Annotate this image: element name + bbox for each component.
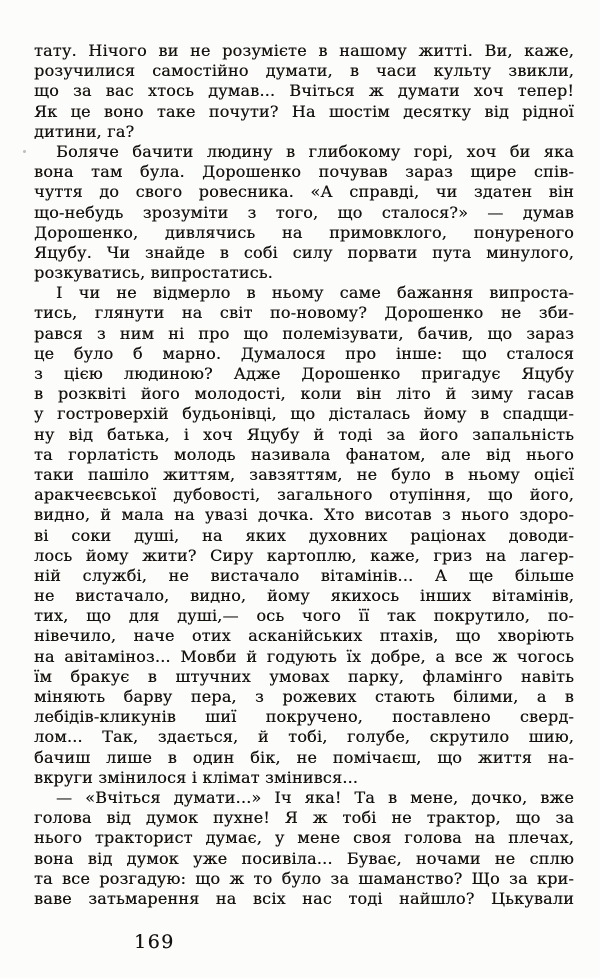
text-line: чуття до свого ровесника. «А справді, чи здатен він: [34, 182, 574, 202]
page-text: [34, 41, 574, 909]
text-line: з цією людиною? Адже Дорошенко пригадує Яцубу: [34, 364, 574, 383]
text-line: тату. Нічого ви не розумієте в нашому житті. Ви, каже,: [34, 41, 574, 60]
text-line: лом... Так, здається, й тобі, голубе, скрутило шию,: [34, 727, 574, 747]
text-line: в розквіті його молодості, коли він літо й зиму гасав: [34, 384, 574, 404]
text-line: рався з ним ні про що полемізувати, бачив, що зараз: [34, 323, 574, 343]
text-line: ві соки душі, на яких духовних раціонах доводи-: [34, 525, 574, 545]
text-line: не вистачало, видно, йому якихось інших вітамінів,: [34, 586, 574, 606]
page-number: 169: [134, 931, 175, 953]
text-line: ній службі, не вистачало вітамінів... А ще більше: [34, 565, 574, 585]
scan-speck: [23, 150, 26, 153]
text-line: Дорошенко, дивлячись на примовклого, понуреного: [34, 222, 574, 242]
text-line: та все розгадую: що ж то було за шаманство? Що за кри-: [34, 868, 574, 888]
text-line: тись, глянути на світ по-новому? Дорошенко не зби-: [34, 303, 574, 323]
text-line: лось йому жити? Сиру картоплю, каже, гриз на лагер-: [34, 545, 574, 565]
text-line: вкруги змінилося і клімат змінився...: [34, 767, 359, 787]
text-line: дитини, га?: [34, 121, 135, 141]
text-line: ваве затьмарення на всіх нас тоді найшло? Цькували: [34, 888, 574, 908]
text-line: видно, й мала на увазі дочка. Хто висотав з нього здоро-: [34, 505, 574, 525]
text-line: голова від думок пухне! Я ж тобі не трактор, що за: [34, 808, 574, 828]
text-line: розкуватись, випростатись.: [34, 263, 273, 283]
paragraph: [34, 788, 574, 909]
text-line: на авітаміноз... Мовби й годують їх добре, а все ж чогось: [34, 646, 574, 666]
text-line: нівечило, наче отих асканійських птахів, що хворіють: [34, 626, 574, 646]
text-line: міняють барву пера, з рожевих стають білими, а в: [34, 687, 574, 706]
text-line: І чи не відмерло в ньому саме бажання випроста-: [56, 283, 574, 303]
text-line: у гостроверхій будьонівці, що дісталась йому в спадщи-: [34, 404, 574, 424]
paragraph: [34, 142, 574, 283]
text-line: Боляче бачити людину в глибокому горі, хоч би яка: [56, 141, 574, 161]
text-line: бачиш лише в один бік, не помічаєш, що життя на-: [34, 747, 574, 767]
text-line: Яцубу. Чи знайде в собі силу порвати пута минулого,: [34, 242, 574, 262]
text-line: тих, що для душі,— ось чого її так покрутило, по-: [34, 606, 574, 626]
text-line: ну від батька, і хоч Яцубу й тоді за його запальність: [34, 424, 574, 444]
paragraph: [34, 41, 574, 142]
text-line: що-небудь зрозуміти з того, що сталося?» — думав: [34, 202, 574, 222]
text-line: — «Вчіться думати...» Іч яка! Та в мене, дочко, вже: [56, 787, 574, 807]
text-line: вона від думок уже посивіла... Буває, ночами не сплю: [34, 848, 574, 868]
paragraph: [34, 283, 574, 788]
text-line: аракчеєвської дубовості, загального отупіння, що його,: [34, 485, 574, 505]
text-line: їм бракує в штучних умовах парку, фламінго навіть: [34, 666, 574, 686]
text-line: що за вас хтось думав... Вчіться ж думати хоч тепер!: [34, 81, 574, 101]
text-line: Як це воно таке почути? На шостім десятку від рідної: [34, 101, 574, 121]
text-line: нього тракторист думає, у мене своя голова на плечах,: [34, 828, 574, 848]
text-line: вона там була. Дорошенко почував зараз щире спів-: [34, 162, 574, 182]
text-line: лебідів-кликунів шиї покручено, поставлено сверд-: [34, 707, 574, 727]
text-line: та горлатість молодь називала фанатом, але від нього: [34, 444, 574, 464]
text-line: розучилися самостійно думати, в часи культу звикли,: [34, 61, 574, 81]
text-line: таки пашіло життям, завзяттям, не було в ньому оцієї: [34, 464, 574, 484]
text-line: це було б марно. Думалося про інше: що сталося: [34, 343, 574, 363]
